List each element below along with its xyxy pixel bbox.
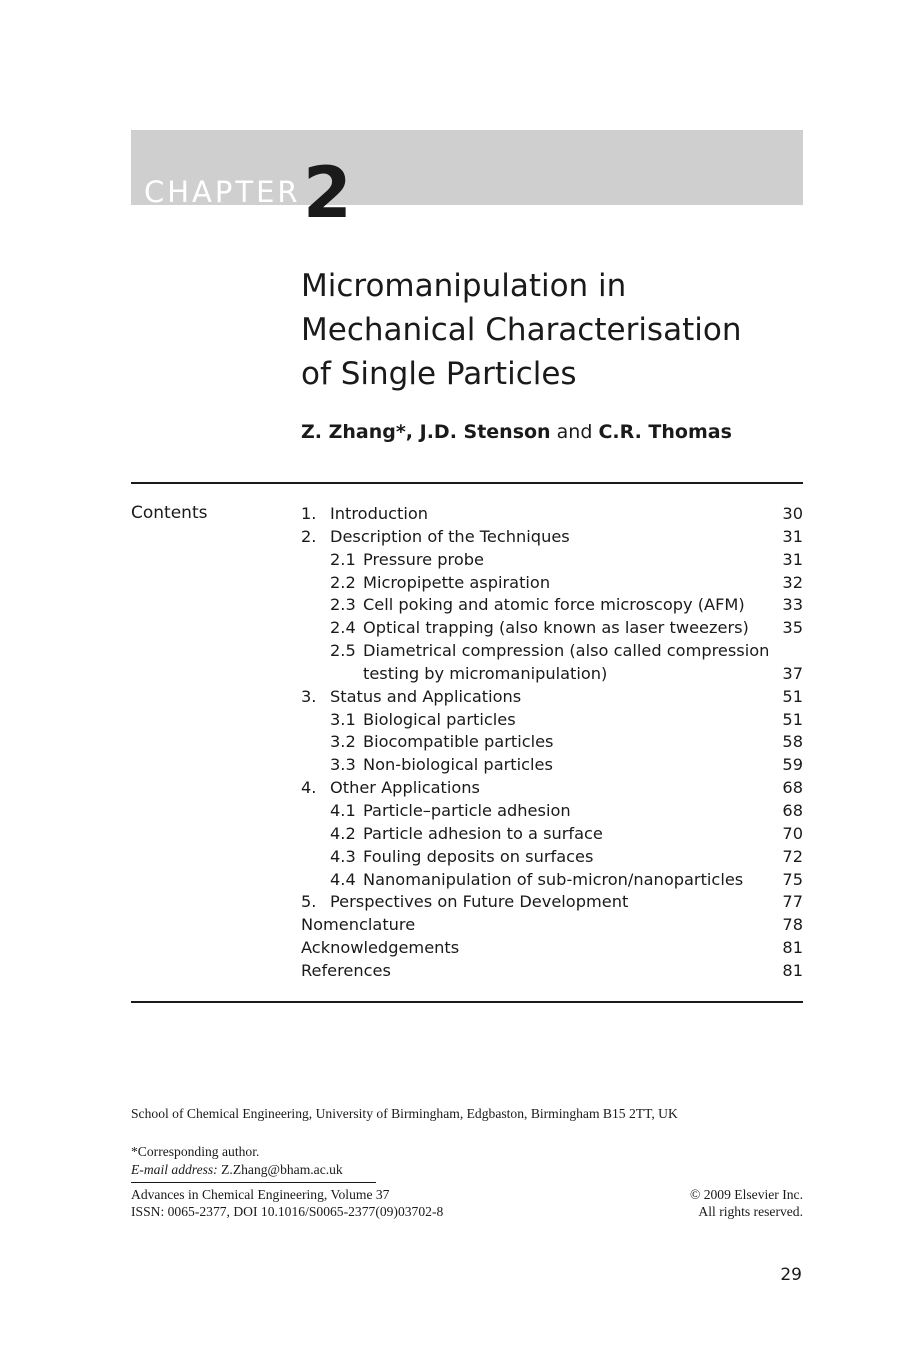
toc-page: 58 <box>782 732 803 752</box>
toc-page: 32 <box>782 572 803 592</box>
toc-title: Optical trapping (also known as laser tweezers) <box>363 618 749 638</box>
top-divider <box>131 482 803 484</box>
affiliation: School of Chemical Engineering, University of Birmingham, Edgbaston, Birmingham B15 2TT, UK <box>131 1106 678 1121</box>
toc-entry[interactable] <box>301 754 803 777</box>
toc-entry[interactable] <box>301 823 803 846</box>
toc-title: Particle adhesion to a surface <box>363 823 603 843</box>
toc-entry[interactable] <box>301 503 803 526</box>
author-names: C.R. Thomas <box>598 421 732 443</box>
toc-page: 35 <box>782 618 803 638</box>
correspondence <box>131 1143 343 1179</box>
toc-number: 2.5 <box>330 641 356 661</box>
title-line: Mechanical Characterisation <box>301 312 742 348</box>
contents-heading: Contents <box>131 503 208 523</box>
toc-title: Cell poking and atomic force microscopy (AFM) <box>363 595 745 615</box>
toc-page: 72 <box>782 846 803 866</box>
toc-entry[interactable] <box>301 594 803 617</box>
issn-doi: ISSN: 0065-2377, DOI 10.1016/S0065-2377(09)03702-8 <box>131 1204 444 1219</box>
toc-title: Biological particles <box>363 709 516 729</box>
journal-info <box>131 1186 443 1220</box>
copyright: © 2009 Elsevier Inc. <box>689 1187 803 1202</box>
toc-number: 4.3 <box>330 846 356 866</box>
page-number: 29 <box>780 1265 802 1285</box>
table-of-contents <box>301 503 803 983</box>
toc-entry[interactable] <box>301 937 803 960</box>
toc-title: Status and Applications <box>330 686 522 706</box>
toc-page: 70 <box>782 823 803 843</box>
toc-number: 3. <box>301 686 317 706</box>
toc-title: Other Applications <box>330 778 480 798</box>
toc-number: 2. <box>301 526 317 546</box>
toc-title: Acknowledgements <box>301 938 460 958</box>
chapter-number: 2 <box>303 152 352 234</box>
rights-notice: All rights reserved. <box>698 1204 803 1219</box>
toc-page: 30 <box>782 504 803 523</box>
toc-title: References <box>301 960 391 980</box>
toc-page: 59 <box>782 755 803 775</box>
journal-volume: Advances in Chemical Engineering, Volume 37 <box>131 1187 390 1202</box>
footnote-rule <box>131 1182 376 1183</box>
toc-entry[interactable] <box>301 572 803 595</box>
toc-entry[interactable] <box>301 960 803 983</box>
toc-entry[interactable] <box>301 777 803 800</box>
toc-number: 2.2 <box>330 572 356 592</box>
toc-entry[interactable] <box>301 731 803 754</box>
toc-entry[interactable] <box>301 914 803 937</box>
toc-page: 77 <box>782 892 803 912</box>
toc-page: 78 <box>782 915 803 935</box>
title-line: Micromanipulation in <box>301 268 627 304</box>
toc-title: Non-biological particles <box>363 755 553 775</box>
toc-page: 51 <box>782 709 803 729</box>
chapter-label: CHAPTER <box>144 175 301 209</box>
title-line: of Single Particles <box>301 356 577 392</box>
chapter-title <box>301 264 801 396</box>
toc-entry[interactable] <box>301 891 803 914</box>
toc-number: 4.1 <box>330 800 356 820</box>
email-address[interactable]: Z.Zhang@bham.ac.uk <box>221 1162 343 1177</box>
toc-page: 68 <box>782 800 803 820</box>
toc-number: 2.4 <box>330 618 356 638</box>
toc-number: 4.4 <box>330 869 356 889</box>
toc-entry[interactable] <box>301 617 803 640</box>
toc-entry[interactable] <box>301 709 803 732</box>
toc-entry[interactable] <box>301 686 803 709</box>
toc-title: Particle–particle adhesion <box>363 800 571 820</box>
toc-page: 51 <box>782 686 803 706</box>
toc-entry[interactable] <box>301 800 803 823</box>
toc-page: 33 <box>782 595 803 615</box>
toc-number: 4.2 <box>330 823 356 843</box>
toc-title: Micropipette aspiration <box>363 572 551 592</box>
toc-title: Nomenclature <box>301 915 416 935</box>
toc-number: 3.3 <box>330 755 356 775</box>
email-label: E-mail address: <box>131 1162 218 1177</box>
toc-entry[interactable] <box>301 869 803 892</box>
author-conjunction: and <box>556 421 593 443</box>
toc-page: 31 <box>782 526 803 546</box>
toc-entry[interactable] <box>301 846 803 869</box>
toc-page: 75 <box>782 869 803 889</box>
toc-page: 81 <box>782 938 803 958</box>
copyright-block <box>690 1186 803 1220</box>
toc-title: Nanomanipulation of sub-micron/nanoparticles <box>363 869 744 889</box>
toc-title: Description of the Techniques <box>330 526 570 546</box>
bottom-divider <box>131 1001 803 1003</box>
toc-title: Perspectives on Future Development <box>330 892 629 912</box>
toc-title: Fouling deposits on surfaces <box>363 846 594 866</box>
toc-page: 68 <box>782 778 803 798</box>
toc-entry[interactable] <box>301 549 803 572</box>
toc-title: Diametrical compression (also called compression <box>363 641 770 661</box>
corresponding-note: *Corresponding author. <box>131 1144 260 1159</box>
toc-page: 31 <box>782 549 803 569</box>
toc-page: 81 <box>782 960 803 980</box>
toc-number: 1. <box>301 504 317 523</box>
toc-title: testing by micromanipulation) <box>363 663 608 683</box>
author-names: Z. Zhang*, J.D. Stenson <box>301 421 551 443</box>
toc-number: 3.1 <box>330 709 356 729</box>
toc-number: 3.2 <box>330 732 356 752</box>
toc-number: 2.1 <box>330 549 356 569</box>
email-line <box>131 1161 343 1179</box>
toc-number: 2.3 <box>330 595 356 615</box>
toc-entry[interactable] <box>301 640 803 663</box>
toc-page: 37 <box>782 663 803 683</box>
authors <box>301 421 732 443</box>
toc-title: Introduction <box>330 504 429 523</box>
toc-number: 4. <box>301 778 317 798</box>
toc-title: Pressure probe <box>363 549 484 569</box>
toc-entry[interactable] <box>301 663 803 686</box>
toc-number: 5. <box>301 892 317 912</box>
toc-entry[interactable] <box>301 526 803 549</box>
toc-title: Biocompatible particles <box>363 732 554 752</box>
